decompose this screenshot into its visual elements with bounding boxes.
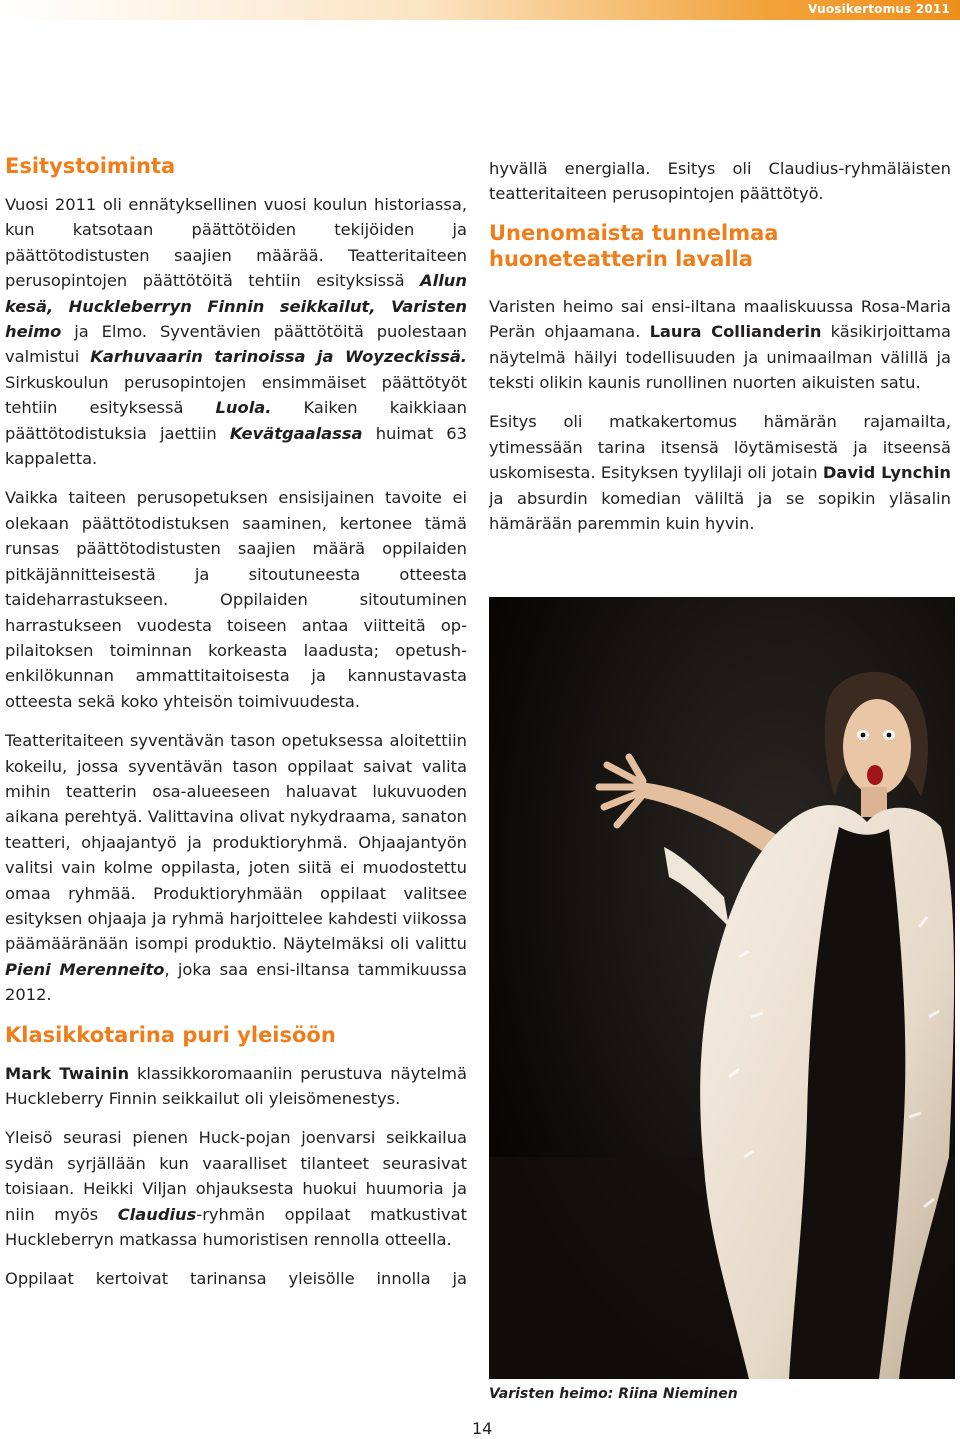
paragraph-travelogue: Esitys oli matkakertomus hämärän rajamailta, ytimessään tarina itsensä löytämisestä ja itseensä uskomisesta. Esityksen tyylilaji oli jotain David Lynchin ja absurdin komedian väliltä ja se sopikin yläsalin hämärään paremmin kuin hyvin.: [489, 412, 951, 534]
report-title: Vuosikertomus 2011: [808, 2, 950, 16]
left-column: [5, 153, 467, 1292]
right-column: [489, 156, 951, 536]
section-heading-klassikkotarina: Klasikkotarina puri yleisöön: [5, 1022, 336, 1047]
section-heading-unenomaista: Unenomaista tunnelmaa huoneteatterin lavalla: [489, 220, 779, 271]
paragraph-continues: Oppilaat kertoivat tarinansa yleisölle innolla ja: [5, 1269, 467, 1289]
performance-photo: [489, 597, 955, 1379]
photo-caption: Varisten heimo: Riina Nieminen: [489, 1386, 738, 1402]
paragraph-varisten-heimo: Varisten heimo sai ensi-iltana maaliskuussa Rosa-Maria Perän ohjaamana. Laura Collianderin käsikirjoittama näytelmä häilyi todellisuuden ja unimaailman välillä ja teksti olikin kaunis runollinen nuorten aikuisten satu.: [489, 296, 951, 393]
paragraph-advanced-studies: Teatteritaiteen syventävän tason opetuksessa aloitettiin kokeilu, jossa syventävän tason oppilaat saivat valita mihin teatterin osa-alueeseen haluavat lukuvuoden aikana perehtyä. Valittavina olivat nykydraama, sanaton teatteri, ohjaajantyö ja produktioryhmä. Ohjaajantyön valitsi vain kolme oppilasta, joten siitä ei muodostettu omaa ryhmää. Produktioryhmään oppilaat valitsee esityksen ohjaaja ja ryhmä harjoittelee kahdesti viikossa päämääränään isompi produktio. Näytelmäksi oli valittu Pieni Merenneito, joka saa ensi-iltansa tammikuussa 2012.: [5, 731, 467, 1005]
paragraph-audience: Yleisö seurasi pienen Huck-pojan joenvarsi seikkailua sydän syrjällään kun vaaralliset tilanteet seurasivat toisiaan. Heikki Viljan ohjauksesta huokui huumoria ja niin myös Claudius-ryhmän oppilaat matkustivat Huckleberryn matkassa humoristisen rennolla otteella.: [5, 1128, 467, 1250]
page-number: 14: [472, 1419, 493, 1438]
paragraph-intro: Vuosi 2011 oli ennätyksellinen vuosi koulun historiassa, kun katsotaan päättötöiden tekijöiden ja päättötodistusten saajien määrää. Teatteritaiteen perusopintojen päättötöitä tehtiin esityksissä Allun kesä, Huckleberryn Finnin seikkailut, Varisten heimo ja Elmo. Syventävien päättötöitä puolestaan valmistui Karhuvaarin tarinoissa ja Woyzeckissä. Sirkuskoulun perusopintojen ensimmäiset päättötyöt tehtiin esityksessä Luola. Kaiken kaikkiaan päättötodistuksia jaettiin Kevätgaalassa huimat 63 kappaletta.: [5, 195, 467, 469]
paragraph-huckleberry: Mark Twainin klassikkoromaaniin perustuva näytelmä Huckleberry Finnin seikkailut oli yleisömenestys.: [5, 1063, 467, 1108]
paragraph-commitment: Vaikka taiteen perusopetuksen ensisijainen tavoite ei olekaan päättötodistuksen saaminen, kertonee tämä runsas päättötodistusten saajien määrä oppilaiden pitkäjännitteisestä ja sitoutuneesta otteesta taideharrastukseen. Oppilaiden sitoutuminen harrastukseen vuodesta toiseen antaa viitteitä oppilaitoksen toiminnan korkeasta laadusta; opetushenkilökunnan ammattitaitoisesta ja kannustavasta otteesta sekä koko yhteisön toimivuudesta.: [5, 488, 467, 711]
paragraph-continuation: hyvällä energialla. Esitys oli Claudius-ryhmäläisten teatteritaiteen perusopintojen päättötyö.: [489, 159, 951, 204]
header-bar: [0, 0, 960, 20]
section-heading-esitystoiminta: Esitystoiminta: [5, 154, 176, 178]
photo-illustration: [489, 597, 955, 1379]
